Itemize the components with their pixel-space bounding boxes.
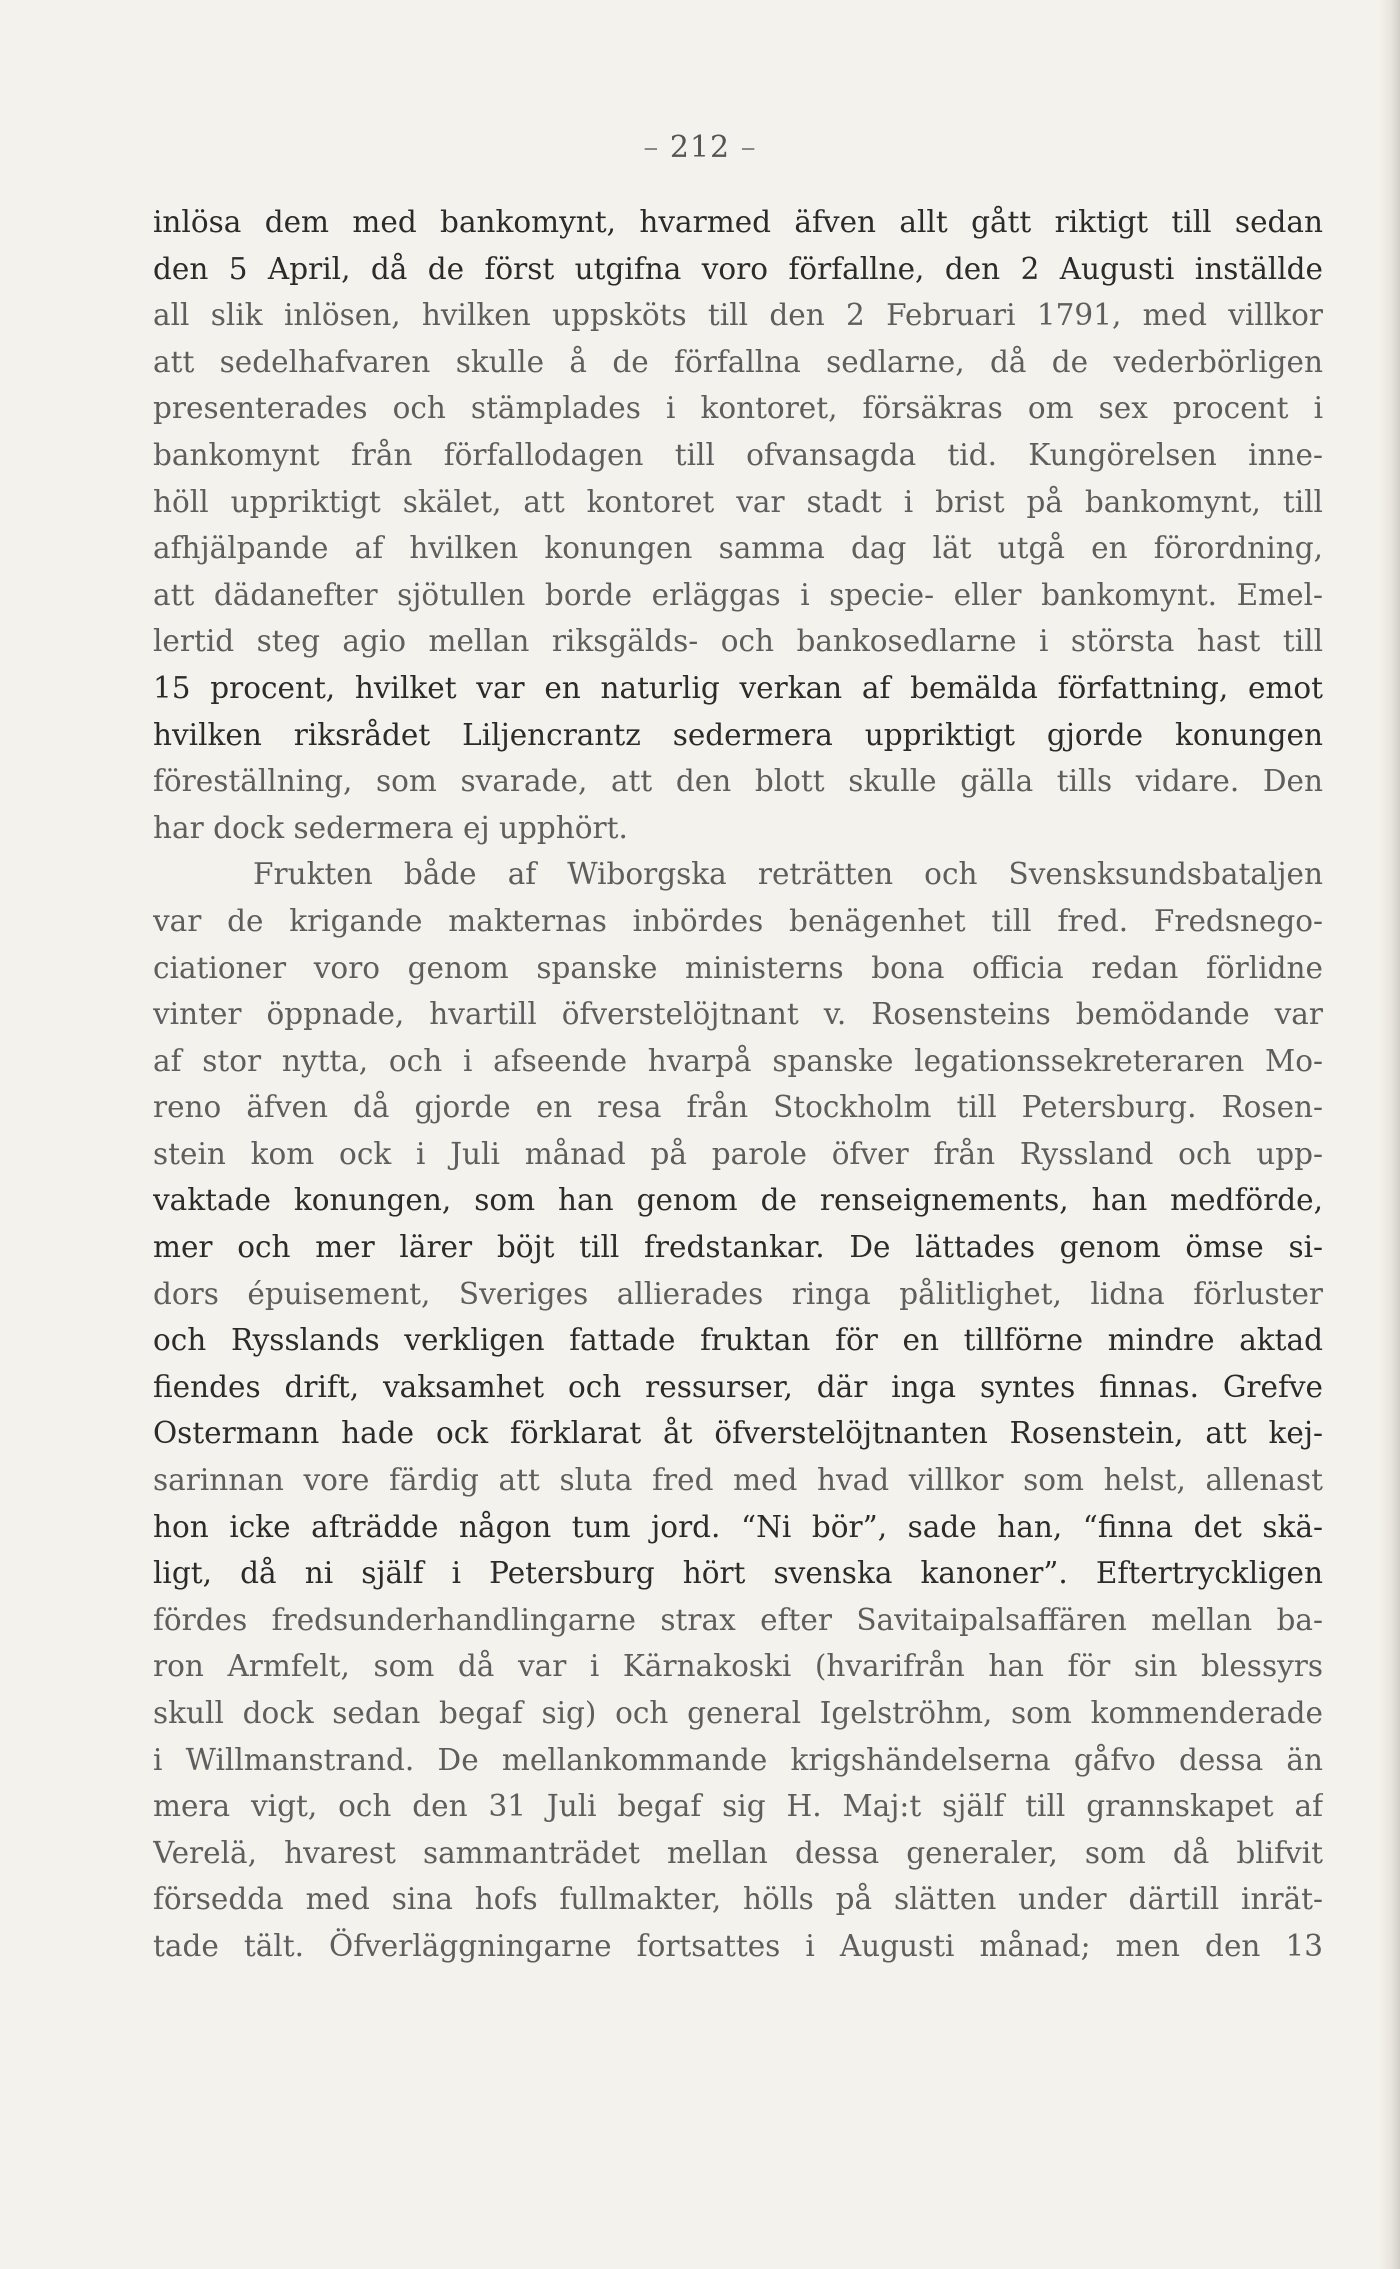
page-edge-shadow: [1378, 0, 1400, 2269]
body-text: [153, 199, 1323, 1970]
text-line: ciationer voro genom spanske ministerns bona officia redan förlidne: [153, 950, 1323, 985]
text-line: i Willmanstrand. De mellankommande krigshändelserna gåfvo dessa än: [153, 1742, 1323, 1777]
text-line: skull dock sedan begaf sig) och general Igelströhm, som kommenderade: [153, 1696, 1323, 1730]
text-line: sarinnan vore färdig att sluta fred med hvad villkor som helst, allenast: [153, 1463, 1323, 1498]
text-line: stein kom ock i Juli månad på parole öfver från Ryssland och upp-: [153, 1136, 1323, 1171]
text-line: afhjälpande af hvilken konungen samma dag lät utgå en förordning,: [153, 531, 1323, 566]
text-line: den 5 April, då de först utgifna voro förfallne, den 2 Augusti inställde: [153, 251, 1323, 286]
text-line: att sedelhafvaren skulle å de förfallna sedlarne, då de vederbörligen: [153, 344, 1323, 379]
page-number: [0, 130, 1400, 165]
text-line-paragraph-start: Frukten både af Wiborgska reträtten och Svensksundsbataljen: [253, 857, 1323, 892]
text-line: dors épuisement, Sveriges allierades ringa pålitlighet, lidna förluster: [153, 1276, 1323, 1311]
text-line: tade tält. Öfverläggningarne fortsattes i Augusti månad; men den 13: [153, 1928, 1323, 1963]
text-line: ligt, då ni själf i Petersburg hört svenska kanoner”. Eftertryckligen: [153, 1556, 1323, 1591]
text-line: fiendes drift, vaksamhet och ressurser, där inga syntes finnas. Grefve: [153, 1369, 1323, 1404]
text-line: bankomynt från förfallodagen till ofvansagda tid. Kungörelsen inne-: [153, 437, 1323, 472]
page-number-value: 212: [669, 130, 731, 165]
text-line-paragraph-end: har dock sedermera ej upphört.: [153, 810, 628, 845]
text-line: höll uppriktigt skälet, att kontoret var stadt i brist på bankomynt, till: [153, 484, 1323, 519]
text-line: reno äfven då gjorde en resa från Stockholm till Petersburg. Rosen-: [153, 1090, 1323, 1125]
text-line: ron Armfelt, som då var i Kärnakoski (hvarifrån han för sin blessyrs: [153, 1649, 1323, 1684]
text-line: mer och mer lärer böjt till fredstankar. De lättades genom ömse si-: [153, 1230, 1323, 1265]
text-line: försedda med sina hofs fullmakter, hölls på slätten under därtill inrät-: [153, 1882, 1323, 1917]
text-line: föreställning, som svarade, att den blott skulle gälla tills vidare. Den: [153, 764, 1323, 799]
text-line: Ostermann hade ock förklarat åt öfverstelöjtnanten Rosenstein, att kej-: [153, 1416, 1323, 1451]
page-number-dash-left: –: [643, 130, 660, 165]
text-line: hvilken riksrådet Liljencrantz sedermera uppriktigt gjorde konungen: [153, 717, 1323, 752]
text-line: att dädanefter sjötullen borde erläggas i specie- eller bankomynt. Emel-: [153, 577, 1323, 612]
text-line: 15 procent, hvilket var en naturlig verkan af bemälda författning, emot: [153, 670, 1323, 705]
text-line: all slik inlösen, hvilken uppsköts till den 2 Februari 1791, med villkor: [153, 298, 1323, 333]
text-line: inlösa dem med bankomynt, hvarmed äfven allt gått riktigt till sedan: [153, 205, 1323, 239]
text-line: mera vigt, och den 31 Juli begaf sig H. Maj:t själf till grannskapet af: [153, 1789, 1323, 1824]
text-line: af stor nytta, och i afseende hvarpå spanske legationssekreteraren Mo-: [153, 1043, 1323, 1078]
text-line: lertid steg agio mellan riksgälds- och bankosedlarne i största hast till: [153, 624, 1323, 659]
text-line: vaktade konungen, som han genom de renseignements, han medförde,: [153, 1183, 1323, 1218]
page-number-dash-right: –: [740, 130, 757, 165]
text-line: och Rysslands verkligen fattade fruktan för en tillförne mindre aktad: [153, 1323, 1323, 1358]
text-line: fördes fredsunderhandlingarne strax efter Savitaipalsaffären mellan ba-: [153, 1602, 1323, 1637]
text-line: presenterades och stämplades i kontoret, försäkras om sex procent i: [153, 391, 1323, 426]
text-line: vinter öppnade, hvartill öfverstelöjtnant v. Rosensteins bemödande var: [153, 997, 1323, 1032]
text-line: hon icke afträdde någon tum jord. “Ni bör”, sade han, “finna det skä-: [153, 1509, 1323, 1544]
text-line: Verelä, hvarest sammanträdet mellan dessa generaler, som då blifvit: [153, 1835, 1323, 1870]
text-line: var de krigande makternas inbördes benägenhet till fred. Fredsnego-: [153, 903, 1323, 938]
